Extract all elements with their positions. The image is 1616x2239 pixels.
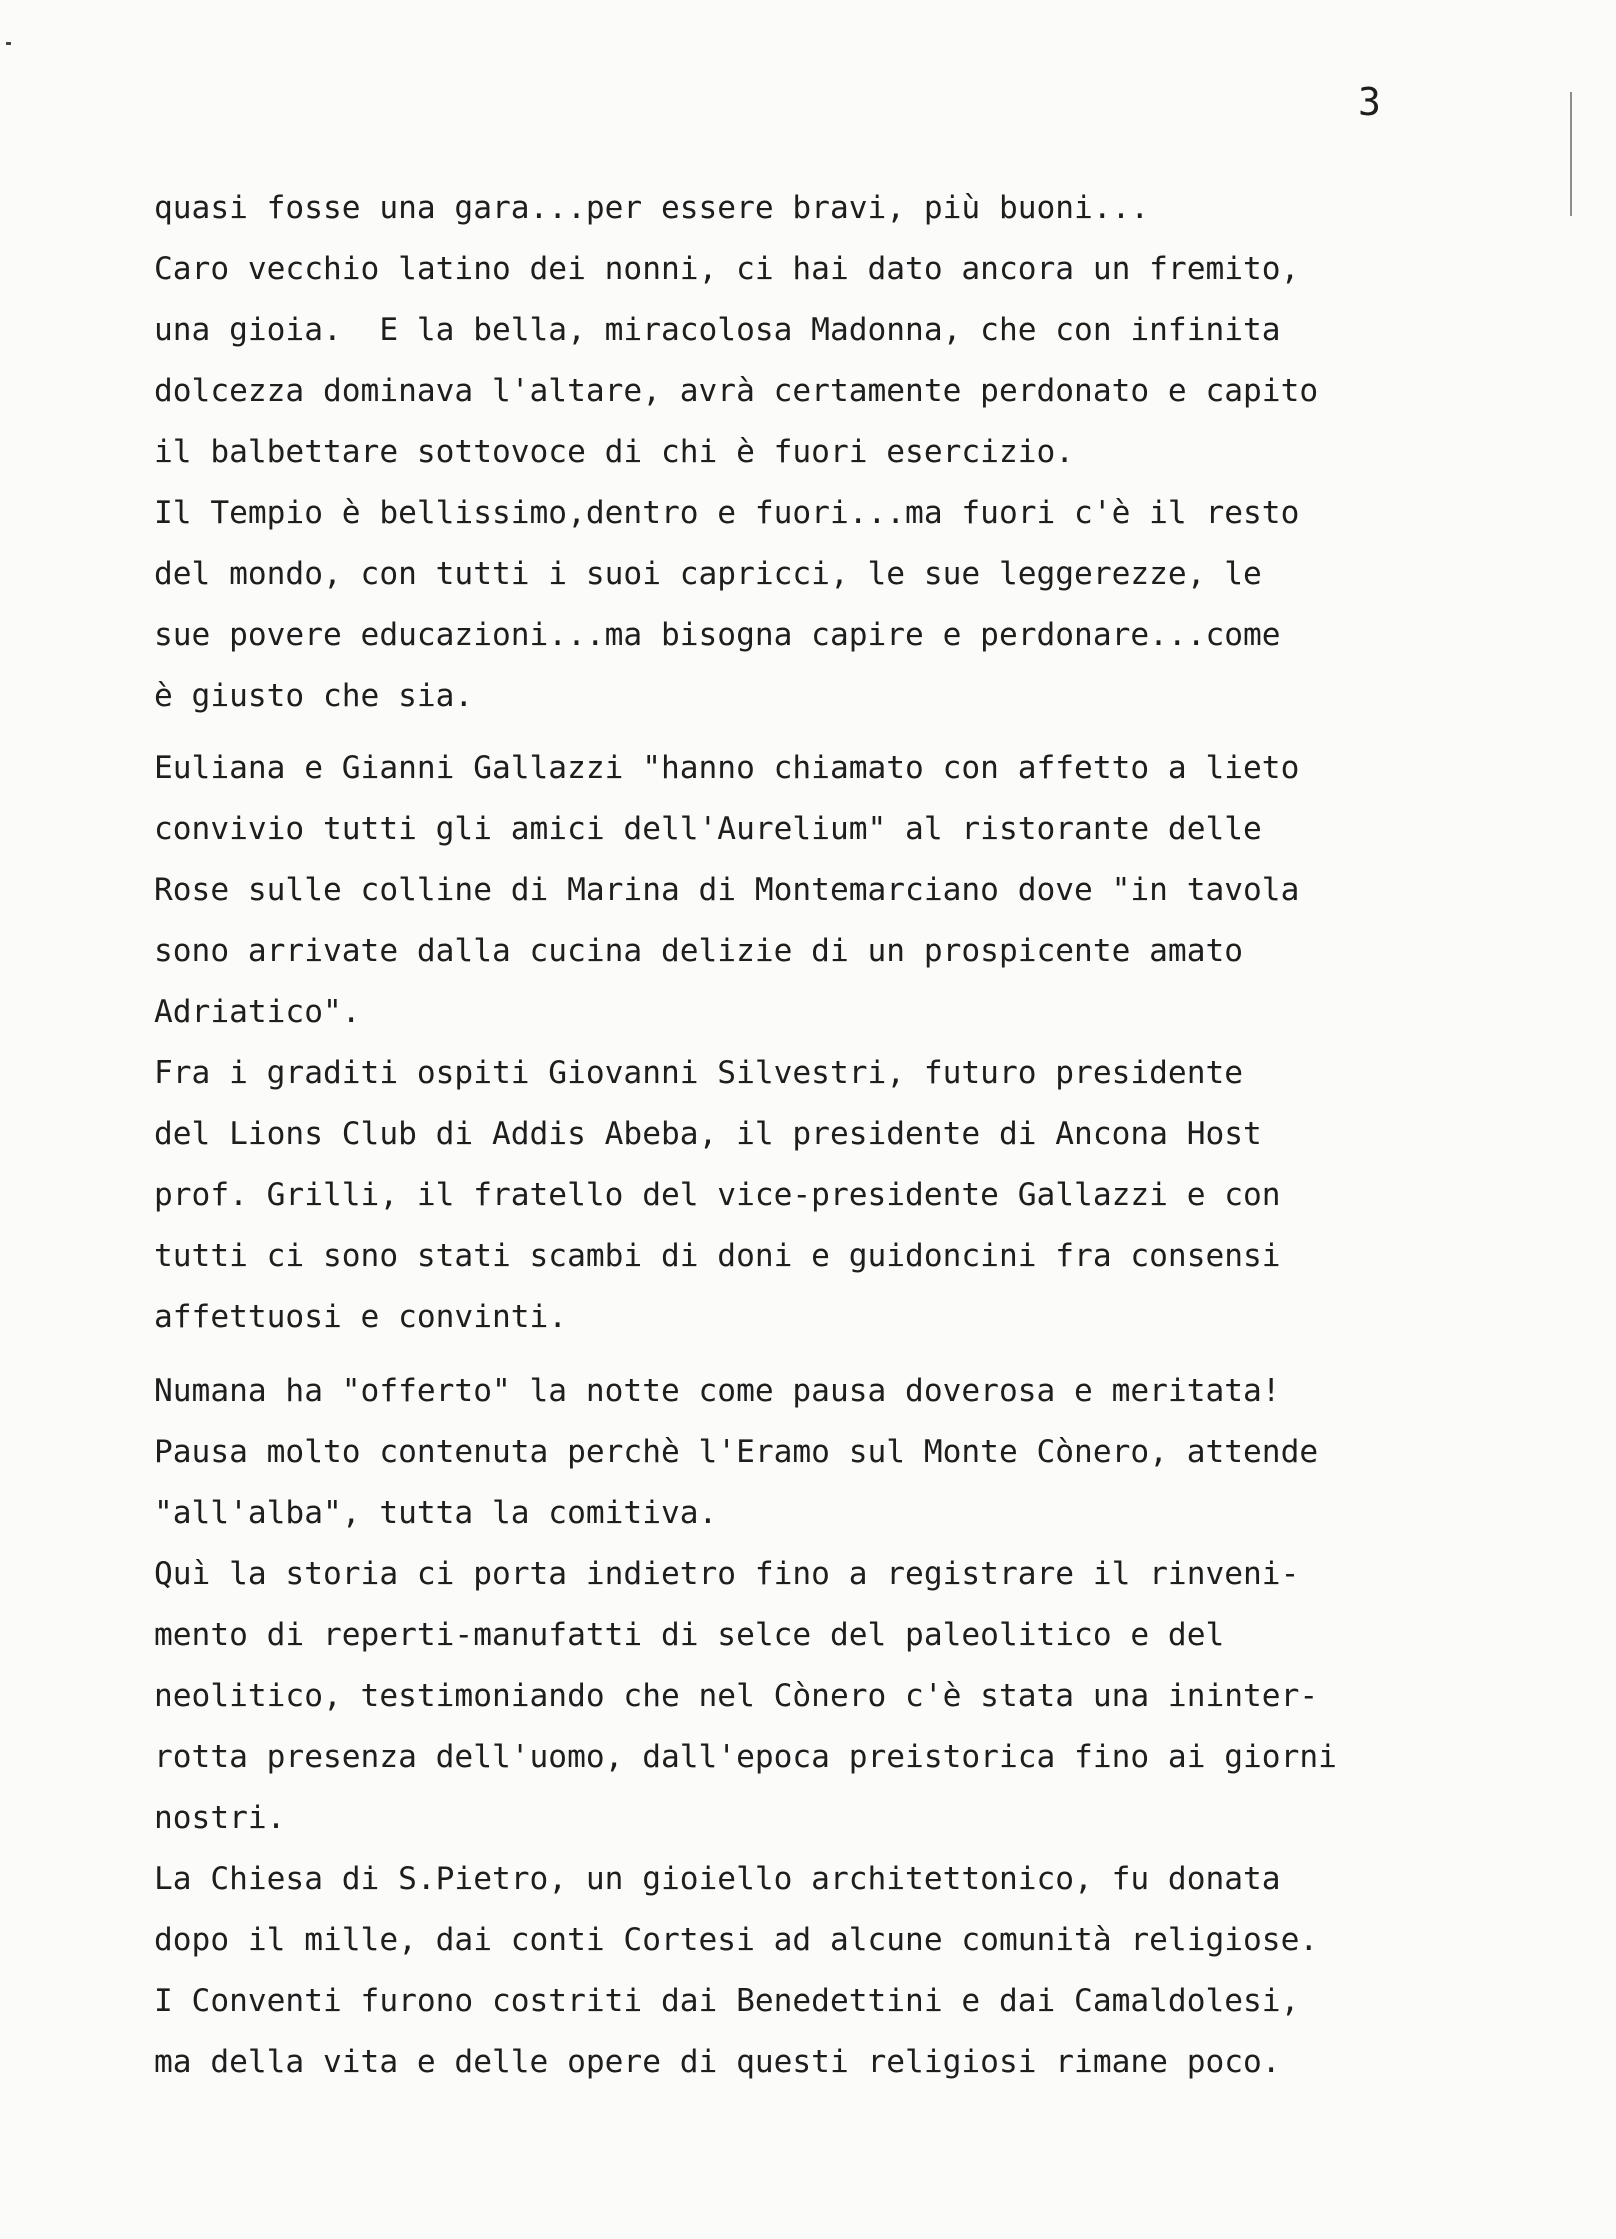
- text-line: Pausa molto contenuta perchè l'Eramo sul Monte Cònero, attende: [154, 1434, 1319, 1470]
- text-line: neolitico, testimoniando che nel Cònero c'è stata una ininter-: [154, 1678, 1319, 1714]
- text-line: prof. Grilli, il fratello del vice-presidente Gallazzi e con: [154, 1177, 1281, 1213]
- text-line: è giusto che sia.: [154, 678, 474, 714]
- text-line: affettuosi e convinti.: [154, 1299, 568, 1335]
- text-line: del Lions Club di Addis Abeba, il presidente di Ancona Host: [154, 1116, 1262, 1152]
- text-line: Quì la storia ci porta indietro fino a registrare il rinveni-: [154, 1556, 1300, 1592]
- text-line: sue povere educazioni...ma bisogna capire e perdonare...come: [154, 617, 1281, 653]
- text-line: La Chiesa di S.Pietro, un gioiello architettonico, fu donata: [154, 1861, 1281, 1897]
- text-line: Il Tempio è bellissimo,dentro e fuori...ma fuori c'è il resto: [154, 495, 1300, 531]
- text-line: "all'alba", tutta la comitiva.: [154, 1495, 718, 1531]
- text-line: I Conventi furono costriti dai Benedettini e dai Camaldolesi,: [154, 1983, 1300, 2019]
- text-line: del mondo, con tutti i suoi capricci, le sue leggerezze, le: [154, 556, 1262, 592]
- text-line: Euliana e Gianni Gallazzi "hanno chiamato con affetto a lieto: [154, 750, 1300, 786]
- text-line: Rose sulle colline di Marina di Montemarciano dove "in tavola: [154, 872, 1300, 908]
- text-line: Caro vecchio latino dei nonni, ci hai dato ancora un fremito,: [154, 251, 1300, 287]
- text-line: dopo il mille, dai conti Cortesi ad alcune comunità religiose.: [154, 1922, 1319, 1958]
- text-line: tutti ci sono stati scambi di doni e guidoncini fra consensi: [154, 1238, 1281, 1274]
- page-number: 3: [1358, 80, 1381, 124]
- text-line: Fra i graditi ospiti Giovanni Silvestri, futuro presidente: [154, 1055, 1244, 1091]
- text-line: Adriatico".: [154, 994, 361, 1030]
- paragraph-2: [154, 738, 1574, 1348]
- scan-speck: [6, 42, 11, 45]
- text-line: dolcezza dominava l'altare, avrà certamente perdonato e capito: [154, 373, 1319, 409]
- text-line: una gioia. E la bella, miracolosa Madonna, che con infinita: [154, 312, 1281, 348]
- text-line: Numana ha "offerto" la notte come pausa doverosa e meritata!: [154, 1373, 1281, 1409]
- text-line: convivio tutti gli amici dell'Aurelium" al ristorante delle: [154, 811, 1262, 847]
- text-line: mento di reperti-manufatti di selce del paleolitico e del: [154, 1617, 1225, 1653]
- paragraph-1: [154, 178, 1574, 727]
- text-line: quasi fosse una gara...per essere bravi, più buoni...: [154, 190, 1150, 226]
- text-line: nostri.: [154, 1800, 286, 1836]
- text-line: rotta presenza dell'uomo, dall'epoca preistorica fino ai giorni: [154, 1739, 1337, 1775]
- paragraph-3: [154, 1361, 1574, 2093]
- text-line: il balbettare sottovoce di chi è fuori esercizio.: [154, 434, 1075, 470]
- text-line: sono arrivate dalla cucina delizie di un prospicente amato: [154, 933, 1244, 969]
- text-line: ma della vita e delle opere di questi religiosi rimane poco.: [154, 2044, 1281, 2080]
